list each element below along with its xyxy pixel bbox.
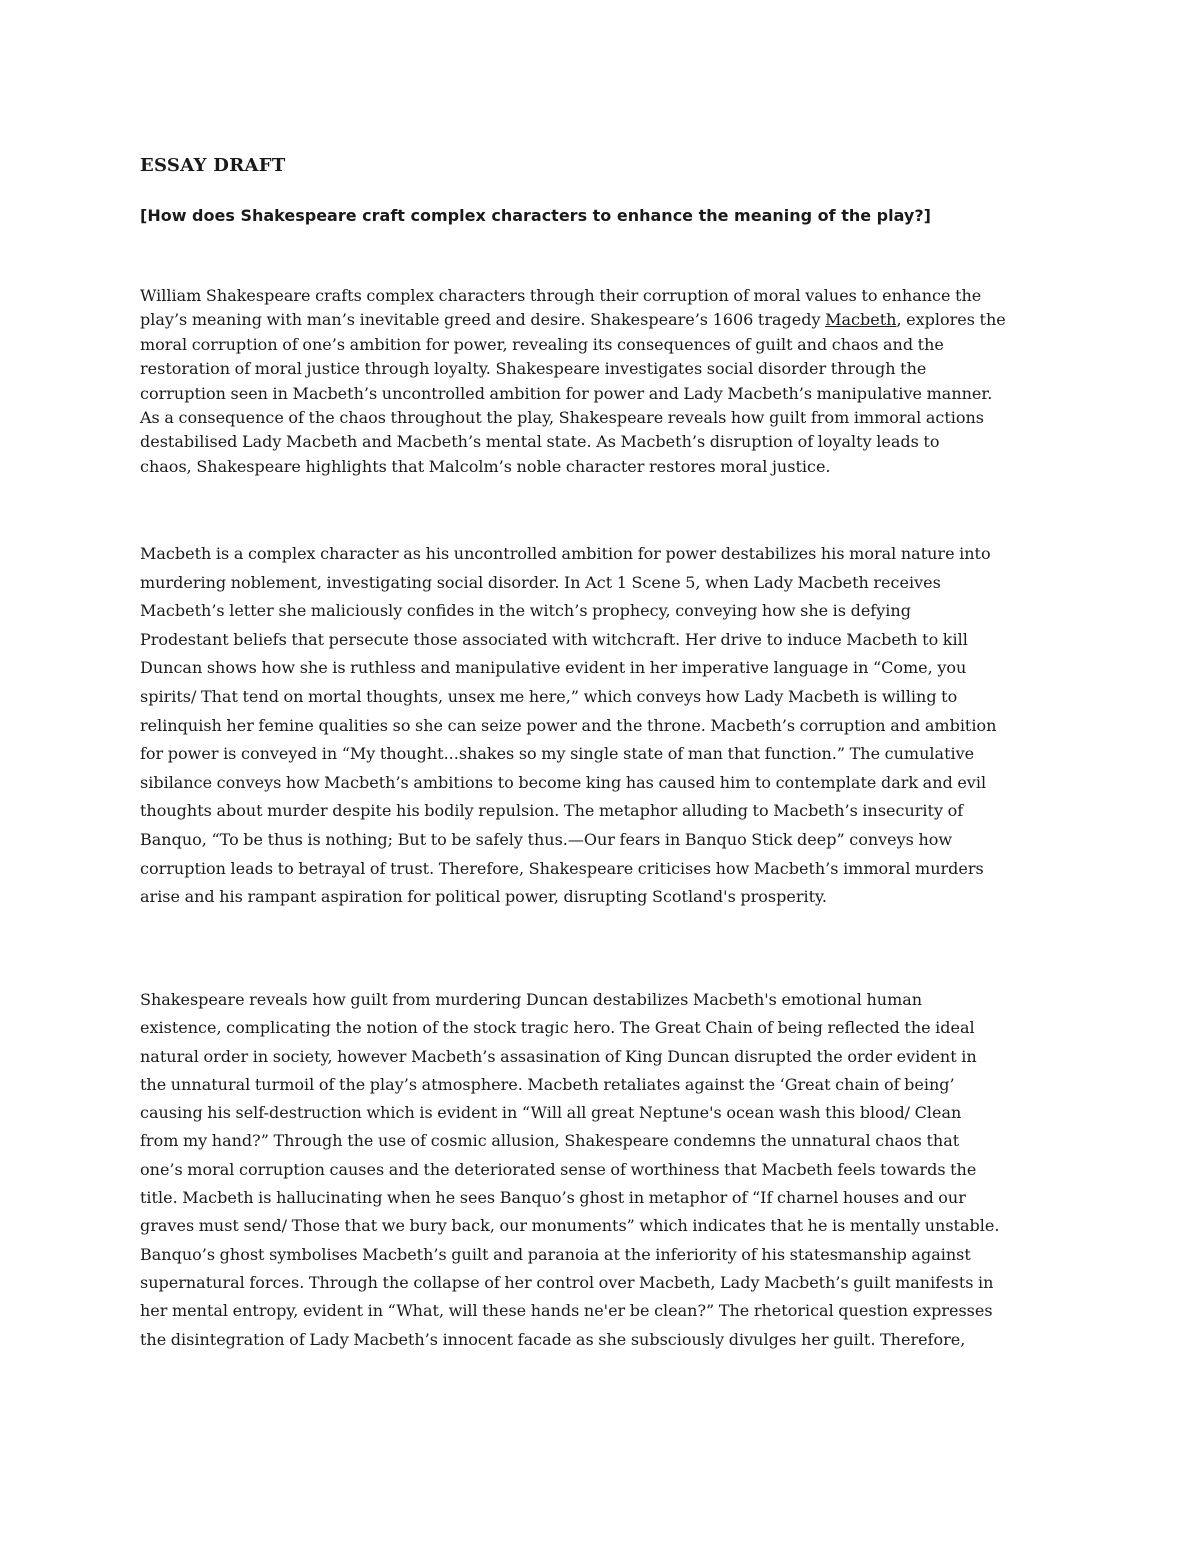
- paragraph-line: title. Macbeth is hallucinating when he sees Banquo’s ghost in metaphor of “If charnel houses and our: [140, 1188, 966, 1208]
- paragraph-line: causing his self-destruction which is evident in “Will all great Neptune's ocean wash this blood/ Clean: [140, 1103, 962, 1123]
- paragraph-line: Macbeth’s letter she maliciously confides in the witch’s prophecy, conveying how she is defying: [140, 601, 911, 621]
- intro-line: William Shakespeare crafts complex characters through their corruption of moral values to enhance the: [140, 286, 982, 305]
- paragraph-line: relinquish her femine qualities so she can seize power and the throne. Macbeth’s corruption and ambition: [140, 715, 997, 735]
- paragraph-line: natural order in society, however Macbeth’s assasination of King Duncan disrupted the order evident in: [140, 1046, 977, 1066]
- intro-line: moral corruption of one’s ambition for power, revealing its consequences of guilt and chaos and the: [140, 334, 944, 354]
- document-title: ESSAY DRAFT: [140, 155, 286, 176]
- paragraph-line: Macbeth is a complex character as his uncontrolled ambition for power destabilizes his moral nature into: [140, 544, 991, 563]
- paragraph-line: Banquo’s ghost symbolises Macbeth’s guilt and paranoia at the inferiority of his statesmanship against: [140, 1244, 971, 1264]
- paragraph-line: existence, complicating the notion of the stock tragic hero. The Great Chain of being reflected the ideal: [140, 1018, 975, 1038]
- paragraph-line: the disintegration of Lady Macbeth’s innocent facade as she subsciously divulges her guilt. Therefore,: [140, 1329, 966, 1349]
- paragraph-line: one’s moral corruption causes and the deteriorated sense of worthiness that Macbeth feels towards the: [140, 1159, 977, 1179]
- intro-paragraph: [140, 284, 1006, 479]
- paragraph-line: for power is conveyed in “My thought...shakes so my single state of man that function.” The cumulative: [140, 744, 975, 764]
- paragraph-line: corruption leads to betrayal of trust. Therefore, Shakespeare criticises how Macbeth’s immoral murders: [140, 858, 984, 878]
- paragraph-line: her mental entropy, evident in “What, will these hands ne'er be clean?” The rhetorical question expresses: [140, 1301, 993, 1321]
- intro-line-text: play’s meaning with man’s inevitable greed and desire. Shakespeare’s 1606 tragedy: [140, 310, 826, 330]
- intro-line: destabilised Lady Macbeth and Macbeth’s mental state. As Macbeth’s disruption of loyalty leads to: [140, 432, 940, 452]
- body-paragraph-1: [140, 540, 996, 912]
- body-paragraph-2: [140, 986, 999, 1354]
- paragraph-line: Shakespeare reveals how guilt from murdering Duncan destabilizes Macbeth's emotional human: [140, 990, 923, 1009]
- intro-line: restoration of moral justice through loyalty. Shakespeare investigates social disorder through the: [140, 359, 927, 379]
- paragraph-line: Duncan shows how she is ruthless and manipulative evident in her imperative language in “Come, you: [140, 658, 967, 678]
- intro-line: corruption seen in Macbeth’s uncontrolled ambition for power and Lady Macbeth’s manipulative manner.: [140, 383, 993, 403]
- paragraph-line: murdering noblement, investigating social disorder. In Act 1 Scene 5, when Lady Macbeth receives: [140, 572, 941, 592]
- paragraph-line: supernatural forces. Through the collapse of her control over Macbeth, Lady Macbeth’s guilt manifests in: [140, 1272, 994, 1292]
- paragraph-line: arise and his rampant aspiration for political power, disrupting Scotland's prosperity.: [140, 887, 828, 907]
- paragraph-line: sibilance conveys how Macbeth’s ambitions to become king has caused him to contemplate dark and evil: [140, 772, 987, 792]
- intro-line: As a consequence of the chaos throughout the play, Shakespeare reveals how guilt from immoral actions: [140, 408, 985, 428]
- paragraph-line: graves must send/ Those that we bury back, our monuments” which indicates that he is mentally unstable.: [140, 1216, 1000, 1236]
- intro-line: chaos, Shakespeare highlights that Malcolm’s noble character restores moral justice.: [140, 456, 831, 476]
- paragraph-line: Banquo, “To be thus is nothing; But to be safely thus.—Our fears in Banquo Stick deep” conveys how: [140, 829, 953, 849]
- paragraph-line: thoughts about murder despite his bodily repulsion. The metaphor alluding to Macbeth’s insecurity of: [140, 801, 964, 821]
- paragraph-line: spirits/ That tend on mortal thoughts, unsex me here,” which conveys how Lady Macbeth is willing to: [140, 686, 958, 706]
- play-title: Macbeth: [825, 310, 897, 330]
- paragraph-line: the unnatural turmoil of the play’s atmosphere. Macbeth retaliates against the ‘Great chain of being’: [140, 1074, 955, 1094]
- paragraph-line: from my hand?” Through the use of cosmic allusion, Shakespeare condemns the unnatural chaos that: [140, 1131, 960, 1151]
- essay-question: [How does Shakespeare craft complex characters to enhance the meaning of the play?]: [140, 206, 931, 225]
- intro-line-title: [140, 308, 1006, 332]
- intro-line-text: , explores the: [896, 310, 1006, 330]
- paragraph-line: Prodestant beliefs that persecute those associated with witchcraft. Her drive to induce Macbeth to kill: [140, 629, 968, 649]
